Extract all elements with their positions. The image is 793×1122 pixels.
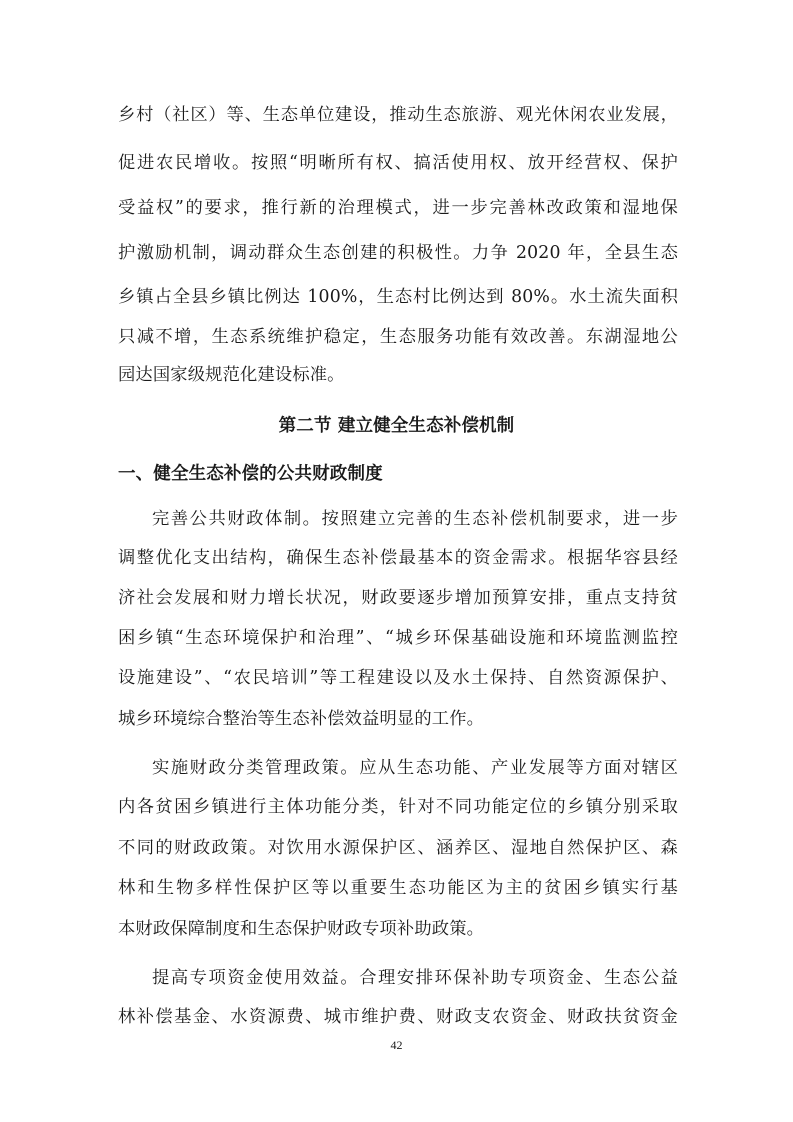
paragraph-line: 林补偿基金、水资源费、城市维护费、财政支农资金、财政扶贫资金 <box>118 1007 678 1027</box>
paragraph-line: 实施财政分类管理政策。应从生态功能、产业发展等方面对辖区 <box>152 758 678 778</box>
subsection-heading: 一、健全生态补偿的公共财政制度 <box>118 464 383 484</box>
paragraph-line: 设施建设”、“农民培训”等工程建设以及水土保持、自然资源保护、 <box>118 668 678 688</box>
paragraph-line: 乡村（社区）等、生态单位建设，推动生态旅游、观光休闲农业发展， <box>118 105 678 125</box>
paragraph-line: 城乡环境综合整治等生态补偿效益明显的工作。 <box>118 709 485 729</box>
paragraph-line: 困乡镇“生态环境保护和治理”、“城乡环保基础设施和环境监测监控 <box>118 628 678 648</box>
paragraph-line: 济社会发展和财力增长状况，财政要逐步增加预算安排，重点支持贫 <box>118 588 678 608</box>
paragraph-line: 内各贫困乡镇进行主体功能分类，针对不同功能定位的乡镇分别采取 <box>118 797 678 817</box>
paragraph-line: 完善公共财政体制。按照建立完善的生态补偿机制要求，进一步 <box>152 509 678 529</box>
paragraph-line: 只减不增，生态系统维护稳定，生态服务功能有效改善。东湖湿地公 <box>118 327 678 347</box>
section-title: 第二节 建立健全生态补偿机制 <box>278 416 515 436</box>
paragraph-line: 护激励机制，调动群众生态创建的积极性。力争 2020 年，全县生态 <box>118 243 678 263</box>
paragraph-line: 林和生物多样性保护区等以重要生态功能区为主的贫困乡镇实行基 <box>118 878 678 898</box>
paragraph-line: 本财政保障制度和生态保护财政专项补助政策。 <box>118 919 485 939</box>
paragraph-line: 调整优化支出结构，确保生态补偿最基本的资金需求。根据华容县经 <box>118 548 678 568</box>
paragraph-line: 受益权”的要求，推行新的治理模式，进一步完善林改政策和湿地保 <box>118 198 678 218</box>
paragraph-line: 不同的财政政策。对饮用水源保护区、涵养区、湿地自然保护区、森 <box>118 838 678 858</box>
paragraph-line: 园达国家级规范化建设标准。 <box>118 365 345 385</box>
paragraph-line: 促进农民增收。按照“明晰所有权、搞活使用权、放开经营权、保护 <box>118 153 678 173</box>
paragraph-line: 提高专项资金使用效益。合理安排环保补助专项资金、生态公益 <box>152 968 678 988</box>
paragraph-line: 乡镇占全县乡镇比例达 100%，生态村比例达到 80%。水土流失面积 <box>118 287 678 307</box>
page-number: 42 <box>390 1038 403 1052</box>
